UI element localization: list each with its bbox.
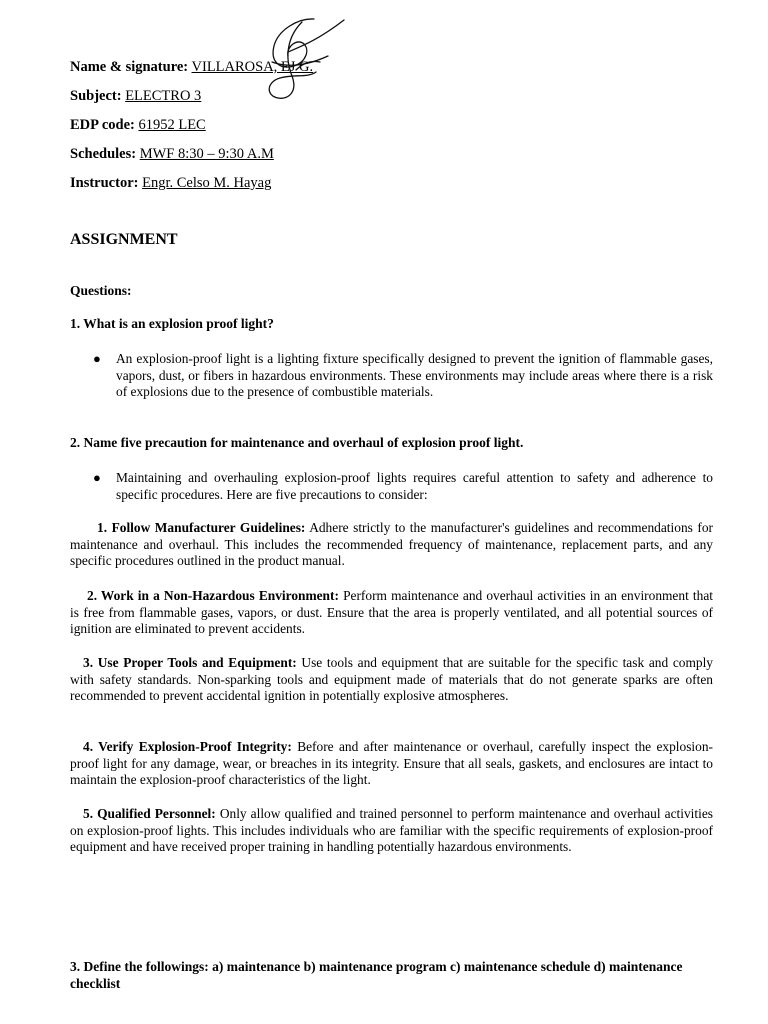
bullet-icon: ●	[93, 351, 101, 366]
subject-value: ELECTRO 3	[125, 88, 202, 104]
instructor-label: Instructor:	[70, 175, 139, 191]
subject-label: Subject:	[70, 88, 122, 104]
answer-2-intro	[93, 470, 713, 503]
precaution-text: Perform maintenance and overhaul activities in an environment that is free from flammable gases, vapors, or dust. Ensure that the area is properly ventilated, and all potential sources of ignition are eliminated to prevent accidents.	[70, 588, 713, 637]
precaution-item	[70, 588, 713, 638]
question-3: 3. Define the followings: a) maintenance b) maintenance program c) maintenance schedule d) maintenance checklist	[70, 959, 683, 991]
precaution-title: 5. Qualified Personnel:	[83, 806, 216, 821]
name-value: VILLAROSA, EJ G.	[191, 59, 314, 75]
name-label: Name & signature:	[70, 59, 189, 75]
edp-value: 61952 LEC	[138, 117, 206, 133]
precaution-title: 4. Verify Explosion-Proof Integrity:	[83, 739, 292, 754]
answer-2-intro-text: Maintaining and overhauling explosion-proof lights requires careful attention to safety and adherence to specific procedures. Here are five precautions to consider:	[116, 470, 713, 502]
schedules-value: MWF 8:30 – 9:30 A.M	[139, 146, 274, 162]
precaution-text: Use tools and equipment that are suitable for the specific task and comply with safety standards. Non-sparking tools and equipment made of materials that do not generate sparks are often recommended to prevent accidental ignition in potentially explosive atmospheres.	[70, 655, 713, 704]
answer-1	[93, 351, 713, 401]
questions-label: Questions:	[70, 283, 132, 298]
precaution-text: Only allow qualified and trained personnel to perform maintenance and overhaul activities on explosion-proof lights. This includes individuals who are familiar with the specific requirements of explosion-proof equipment and have received proper training in handling potentially hazardous environments.	[70, 806, 713, 855]
precaution-title: 1. Follow Manufacturer Guidelines:	[97, 520, 306, 535]
schedules-line	[70, 145, 274, 163]
edp-line	[70, 116, 206, 134]
bullet-icon: ●	[93, 470, 101, 485]
precaution-text: Before and after maintenance or overhaul, carefully inspect the explosion-proof light for any damage, wear, or breaches in its integrity. Ensure that all seals, gaskets, and enclosures are intact to maintain the explosion-proof characteristics of the light.	[70, 739, 713, 788]
question-1: 1. What is an explosion proof light?	[70, 316, 274, 331]
precaution-item	[70, 806, 713, 856]
precaution-title: 2. Work in a Non-Hazardous Environment:	[87, 588, 339, 603]
precaution-item	[70, 520, 713, 570]
precaution-title: 3. Use Proper Tools and Equipment:	[83, 655, 297, 670]
signature-image	[258, 16, 350, 108]
subject-line	[70, 87, 201, 105]
assignment-title: ASSIGNMENT	[70, 231, 178, 248]
precaution-item	[70, 655, 713, 705]
schedules-label: Schedules:	[70, 146, 137, 162]
instructor-value: Engr. Celso M. Hayag	[142, 175, 272, 191]
precaution-text: Adhere strictly to the manufacturer's guidelines and recommendations for maintenance and overhaul. This includes the recommended frequency of maintenance, replacement parts, and any specific procedures outlined in the product manual.	[70, 520, 713, 569]
edp-label: EDP code:	[70, 117, 135, 133]
question-2: 2. Name five precaution for maintenance and overhaul of explosion proof light.	[70, 435, 524, 450]
answer-1-text: An explosion-proof light is a lighting fixture specifically designed to prevent the ignition of flammable gases, vapors, dust, or fibers in hazardous environments. These environments may include areas where there is a risk of explosions due to the presence of combustible materials.	[116, 351, 713, 400]
precaution-item	[70, 739, 713, 789]
instructor-line	[70, 174, 271, 192]
